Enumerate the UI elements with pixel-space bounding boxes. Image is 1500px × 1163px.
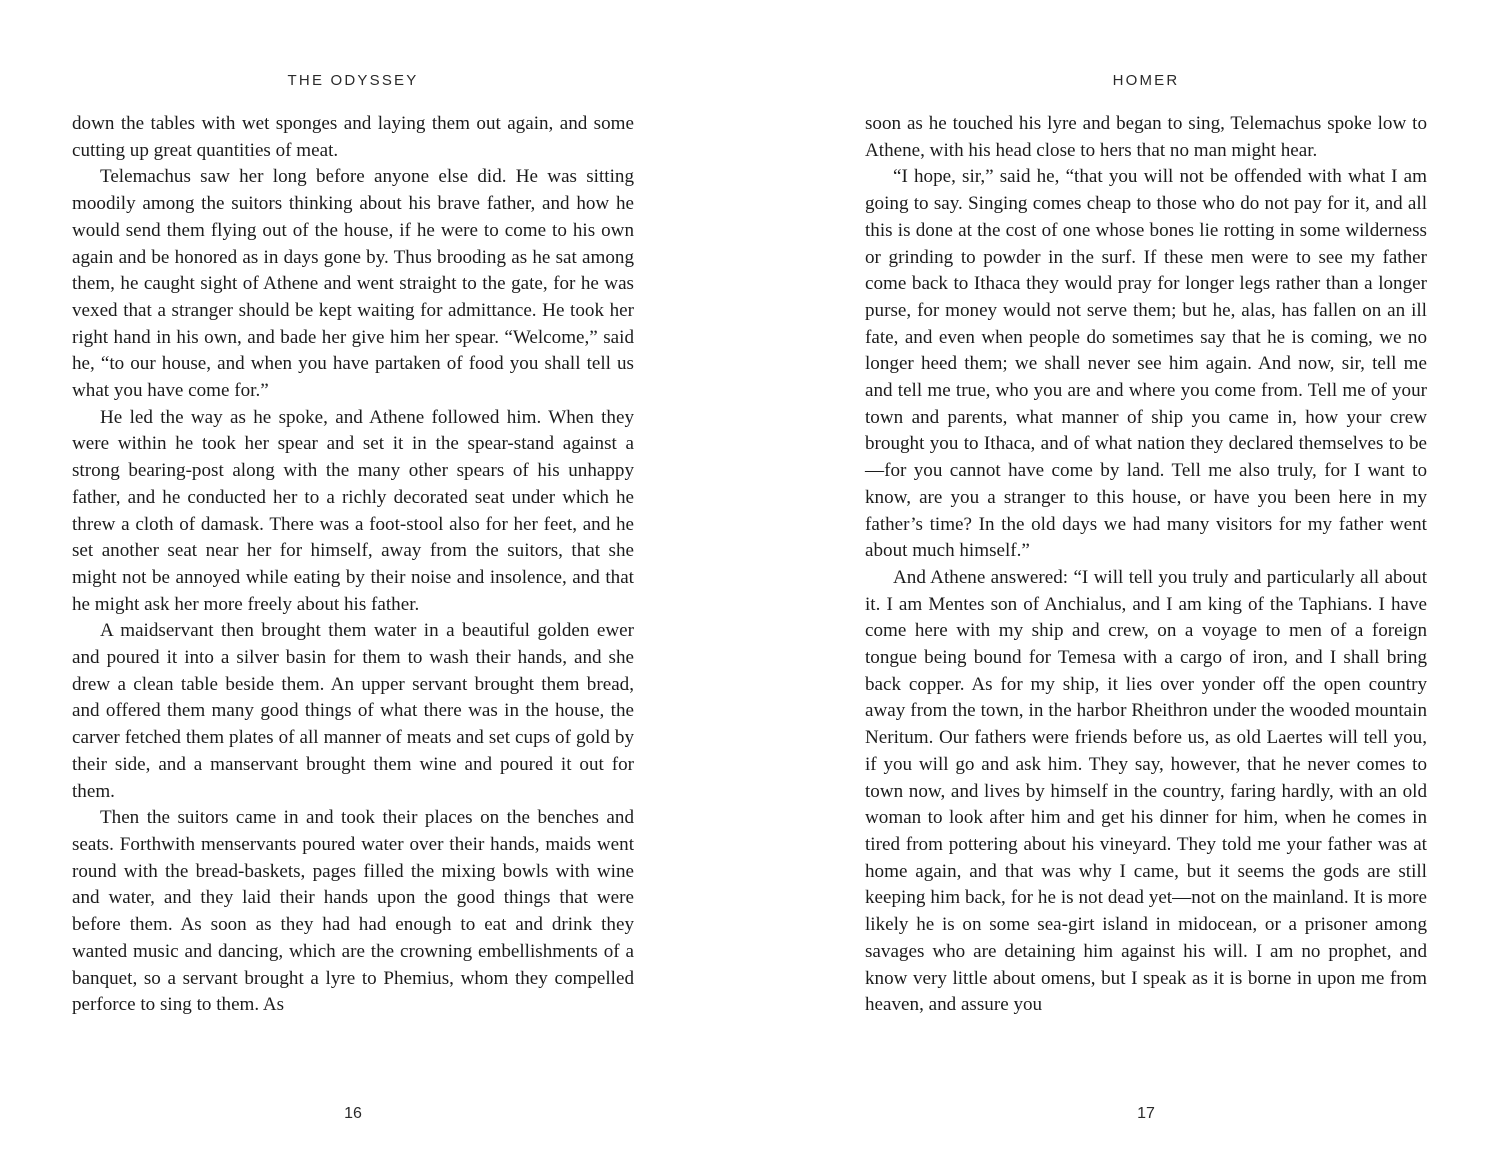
- paragraph: Telemachus saw her long before anyone else did. He was sitting moodily among the suitors thinking about his brave father, and how he would send them flying out of the house, if he were to come to his own again and be honored as in days gone by. Thus brooding as he sat among them, he caught sight of Athene and went straight to the gate, for he was vexed that a stranger should be kept waiting for admittance. He took her right hand in his own, and bade her give him her spear. “Welcome,” said he, “to our house, and when you have partaken of food you shall tell us what you have come for.”: [72, 166, 634, 402]
- paragraph: And Athene answered: “I will tell you truly and particularly all about it. I am Mentes son of Anchialus, and I am king of the Taphians. I have come here with my ship and crew, on a voyage to men of a foreign tongue being bound for Temesa with a cargo of iron, and I shall bring back copper. As for my ship, it lies over yonder off the open country away from the town, in the harbor Rheithron under the wooded mountain Neritum. Our fathers were friends before us, as old Laertes will tell you, if you will go and ask him. They say, however, that he never comes to town now, and lives by himself in the country, faring hardly, with an old woman to look after him and get his dinner for him, when he comes in tired from pottering about his vineyard. They told me your father was at home again, and that was why I came, but it seems the gods are still keeping him back, for he is not dead yet—not on the mainland. It is more likely he is on some sea-girt island in midocean, or a prisoner among savages who are detaining him against his will. I am no prophet, and know very little about omens, but I speak as it is borne in upon me from heaven, and assure you: [865, 566, 1427, 1016]
- running-head-right: HOMER: [1112, 72, 1180, 89]
- page-number-right: 17: [1137, 1105, 1155, 1122]
- paragraph: A maidservant then brought them water in a beautiful golden ewer and poured it into a silver basin for them to wash their hands, and she drew a clean table beside them. An upper servant brought them bread, and offered them many good things of what there was in the house, the carver fetched them plates of all manner of meats and set cups of gold by their side, and a manservant brought them wine and poured it out for them.: [72, 620, 634, 802]
- left-page: [72, 0, 634, 1163]
- body-text-right: [865, 111, 1427, 1019]
- running-head-left: THE ODYSSEY: [287, 72, 419, 89]
- paragraph: down the tables with wet sponges and laying them out again, and some cutting up great quantities of meat.: [72, 113, 634, 161]
- right-page: [865, 0, 1427, 1163]
- paragraph: He led the way as he spoke, and Athene followed him. When they were within he took her spear and set it in the spear-stand against a strong bearing-post along with the many other spears of his unhappy father, and he conducted her to a richly decorated seat under which he threw a cloth of damask. There was a foot-stool also for her feet, and he set another seat near her for himself, away from the suitors, that she might not be annoyed while eating by their noise and insolence, and that he might ask her more freely about his father.: [72, 406, 634, 615]
- paragraph: Then the suitors came in and took their places on the benches and seats. Forthwith menservants poured water over their hands, maids went round with the bread-baskets, pages filled the mixing bowls with wine and water, and they laid their hands upon the good things that were before them. As soon as they had had enough to eat and drink they wanted music and dancing, which are the crowning embellishments of a banquet, so a servant brought a lyre to Phemius, whom they compelled perforce to sing to them. As: [72, 807, 634, 1016]
- page-number-left: 16: [344, 1105, 362, 1122]
- paragraph: soon as he touched his lyre and began to sing, Telemachus spoke low to Athene, with his head close to hers that no man might hear.: [865, 113, 1427, 161]
- body-text-left: [72, 111, 634, 1019]
- paragraph: “I hope, sir,” said he, “that you will not be offended with what I am going to say. Singing comes cheap to those who do not pay for it, and all this is done at the cost of one whose bones lie rotting in some wilderness or grinding to powder in the surf. If these men were to see my father come back to Ithaca they would pray for longer legs rather than a longer purse, for money would not serve them; but he, alas, has fallen on an ill fate, and even when people do sometimes say that he is coming, we no longer heed them; we shall never see him again. And now, sir, tell me and tell me true, who you are and where you come from. Tell me of your town and parents, what manner of ship you came in, how your crew brought you to Ithaca, and of what nation they declared themselves to be—for you cannot have come by land. Tell me also truly, for I want to know, are you a stranger to this house, or have you been here in my father’s time? In the old days we had many visitors for my father went about much himself.”: [865, 166, 1427, 562]
